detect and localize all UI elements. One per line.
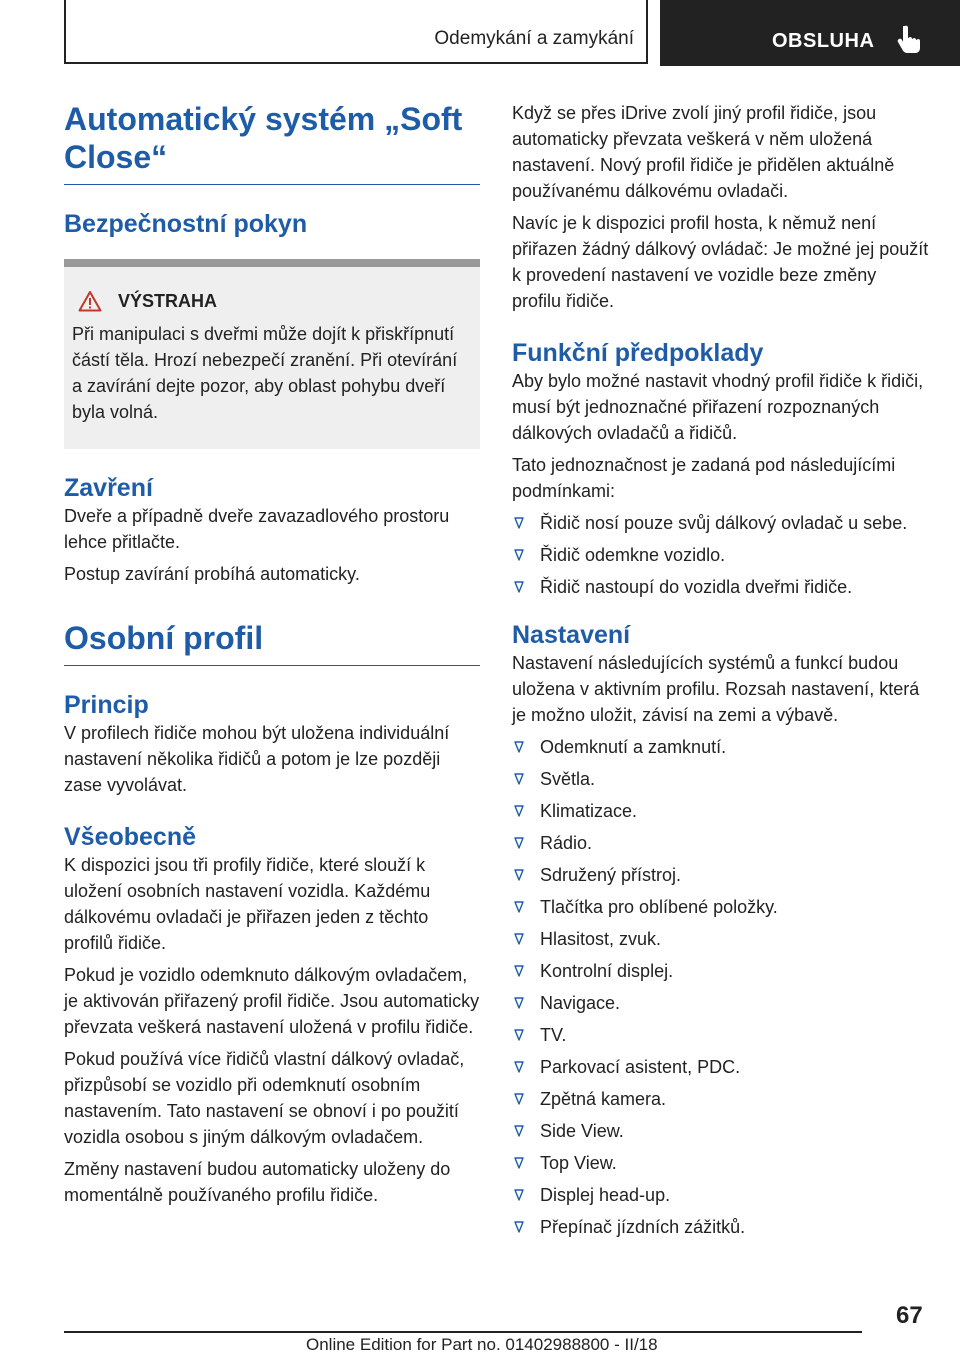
warning-title-row — [78, 289, 472, 313]
triangle-bullet-icon — [514, 517, 524, 529]
list-item-text: Řidič odemkne vozidlo. — [540, 545, 726, 565]
footer-divider — [64, 1331, 862, 1333]
page-number: 67 — [896, 1302, 923, 1329]
list-item — [512, 1022, 930, 1048]
paragraph-general-2: Pokud je vozidlo odemknuto dálkovým ovladačem, je aktivován přiřazený profil řidiče. Jsou automaticky převzata veškerá nastavení uložená v profilu řidiče. — [64, 965, 480, 1037]
list-item-text: Tlačítka pro oblíbené položky. — [540, 897, 778, 917]
list-item-text: Řidič nastoupí do vozidla dveřmi řidiče. — [540, 577, 853, 597]
list-item — [512, 1054, 930, 1080]
warning-box — [64, 267, 480, 449]
list-item-text: Hlasitost, zvuk. — [540, 929, 662, 949]
triangle-bullet-icon — [514, 1125, 524, 1137]
triangle-bullet-icon — [514, 901, 524, 913]
triangle-bullet-icon — [514, 1061, 524, 1073]
triangle-bullet-icon — [514, 805, 524, 817]
list-item — [512, 1182, 930, 1208]
list-item-text: Side View. — [540, 1121, 624, 1141]
requirements-list — [512, 510, 930, 600]
triangle-bullet-icon — [514, 933, 524, 945]
list-item — [512, 1086, 930, 1112]
list-item — [512, 510, 930, 536]
list-item-text: Světla. — [540, 769, 596, 789]
hand-pointer-icon — [896, 24, 922, 54]
list-item — [512, 766, 930, 792]
list-item — [512, 894, 930, 920]
list-item — [512, 862, 930, 888]
triangle-bullet-icon — [514, 1189, 524, 1201]
paragraph-guest-profile: Navíc je k dispozici profil hosta, k němuž není přiřazen žádný dálkový ovládač: Je možné jej použít k provedení nastavení ve vozidle beze změny profilu řidiče. — [512, 213, 929, 311]
triangle-bullet-icon — [514, 581, 524, 593]
paragraph-closing-2: Postup zavírání probíhá automaticky. — [64, 564, 360, 584]
triangle-bullet-icon — [514, 997, 524, 1009]
triangle-bullet-icon — [514, 837, 524, 849]
list-item — [512, 830, 930, 856]
list-item-text: Displej head-up. — [540, 1185, 671, 1205]
heading-safety-note: Bezpečnostní pokyn — [64, 210, 308, 238]
header-section-title: Odemykání a zamykání — [434, 28, 634, 49]
warning-title: VÝSTRAHA — [118, 291, 218, 311]
heading-general: Všeobecně — [64, 823, 197, 851]
list-item-text: Zpětná kamera. — [540, 1089, 667, 1109]
paragraph-general-3: Pokud používá více řidičů vlastní dálkový ovladač, přizpůsobí se vozidlo při odemknutí osobním nastavením. Tato nastavení se obnoví i po použití vozidla osobou s jiným dálkovým ovladačem. — [64, 1049, 465, 1147]
triangle-bullet-icon — [514, 1157, 524, 1169]
heading-requirements: Funkční předpoklady — [512, 339, 764, 367]
list-item-text: Řidič nosí pouze svůj dálkový ovladač u sebe. — [540, 513, 908, 533]
heading-soft-close: Automatický systém „Soft Close“ — [64, 100, 480, 185]
triangle-bullet-icon — [514, 773, 524, 785]
paragraph-requirements-1: Aby bylo možné nastavit vhodný profil řidiče k řidiči, musí být jednoznačné přiřazení rozpoznaných dálkových ovladačů a řidičů. — [512, 371, 924, 443]
list-item — [512, 574, 930, 600]
left-column — [64, 100, 480, 1208]
list-item — [512, 926, 930, 952]
heading-personal-profile: Osobní profil — [64, 619, 480, 666]
triangle-bullet-icon — [514, 1093, 524, 1105]
paragraph-settings: Nastavení následujících systémů a funkcí budou uložena v aktivním profilu. Rozsah nastavení, která je možno uložit, závisí na zemi a výbavě. — [512, 653, 920, 725]
page-header — [0, 0, 960, 66]
list-item-text: Parkovací asistent, PDC. — [540, 1057, 741, 1077]
header-chapter-box — [660, 0, 960, 66]
heading-settings: Nastavení — [512, 621, 631, 649]
list-item-text: Klimatizace. — [540, 801, 638, 821]
list-item-text: Top View. — [540, 1153, 617, 1173]
triangle-bullet-icon — [514, 965, 524, 977]
warning-text: Při manipulaci s dveřmi může dojít k přiskřípnutí částí těla. Hrozí nebezpečí zranění. Při otevírání a zavírání dejte pozor, aby oblast pohybu dveří byla volná. — [72, 324, 458, 422]
list-item-text: Přepínač jízdních zážitků. — [540, 1217, 746, 1237]
header-section-box — [64, 0, 648, 64]
paragraph-general-4: Změny nastavení budou automaticky uloženy do momentálně používaného profilu řidiče. — [64, 1159, 451, 1205]
paragraph-general-1: K dispozici jsou tři profily řidiče, které slouží k uložení osobních nastavení vozidla. Každému dálkovému ovladači je přiřazen jeden z těchto profilů řidiče. — [64, 855, 431, 953]
list-item-text: Kontrolní displej. — [540, 961, 674, 981]
paragraph-principle: V profilech řidiče mohou být uložena individuální nastavení několika řidičů a potom je lze později zase vyvolávat. — [64, 723, 450, 795]
list-item-text: Odemknutí a zamknutí. — [540, 737, 727, 757]
list-item — [512, 1150, 930, 1176]
paragraph-requirements-2: Tato jednoznačnost je zadaná pod následujícími podmínkami: — [512, 455, 896, 501]
header-chapter-title: OBSLUHA — [772, 30, 875, 52]
list-item — [512, 990, 930, 1016]
triangle-bullet-icon — [514, 1029, 524, 1041]
list-item-text: Sdružený přístroj. — [540, 865, 682, 885]
list-item — [512, 1214, 930, 1240]
list-item — [512, 958, 930, 984]
footer-edition: Online Edition for Part no. 01402988800 - II/18 — [306, 1335, 658, 1354]
warning-triangle-icon — [78, 290, 102, 312]
triangle-bullet-icon — [514, 741, 524, 753]
triangle-bullet-icon — [514, 1221, 524, 1233]
list-item — [512, 798, 930, 824]
list-item — [512, 734, 930, 760]
heading-closing: Zavření — [64, 474, 153, 502]
list-item — [512, 542, 930, 568]
heading-principle: Princip — [64, 691, 149, 719]
list-item-text: TV. — [540, 1025, 567, 1045]
settings-list — [512, 734, 930, 1240]
list-item-text: Rádio. — [540, 833, 593, 853]
list-item-text: Navigace. — [540, 993, 621, 1013]
triangle-bullet-icon — [514, 549, 524, 561]
paragraph-idrive: Když se přes iDrive zvolí jiný profil řidiče, jsou automaticky převzata veškerá v něm uložená nastavení. Nový profil řidiče je přidělen aktuálně používanému dálkovému ovladači. — [512, 103, 895, 201]
paragraph-closing-1: Dveře a případně dveře zavazadlového prostoru lehce přitlačte. — [64, 506, 450, 552]
list-item — [512, 1118, 930, 1144]
right-column — [512, 100, 930, 1246]
triangle-bullet-icon — [514, 869, 524, 881]
warning-bar — [64, 259, 480, 267]
